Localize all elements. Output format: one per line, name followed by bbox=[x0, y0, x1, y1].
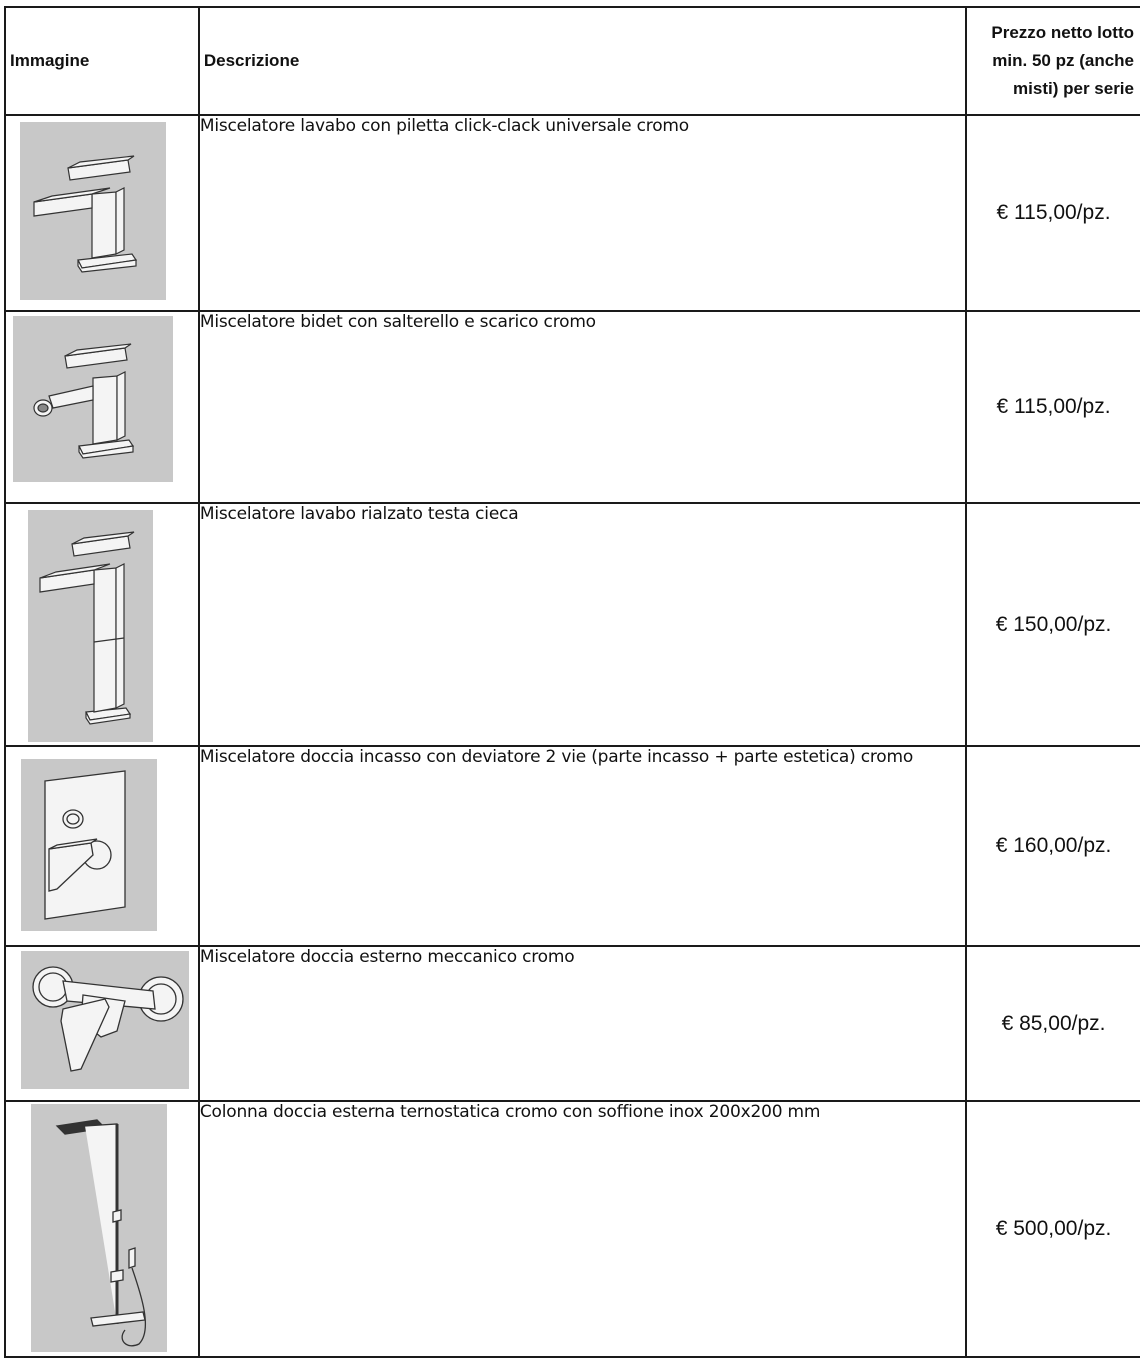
table-row bbox=[5, 1101, 1140, 1357]
product-description: Miscelatore lavabo rialzato testa cieca bbox=[199, 503, 966, 746]
shower-column-icon bbox=[31, 1104, 167, 1352]
header-price-line-2: min. 50 pz (anche bbox=[992, 51, 1134, 70]
product-image-cell bbox=[5, 115, 199, 311]
header-price-line-3: misti) per serie bbox=[1013, 79, 1134, 98]
product-image-cell bbox=[5, 946, 199, 1101]
product-price: € 150,00/pz. bbox=[966, 503, 1140, 746]
product-image-cell bbox=[5, 311, 199, 503]
product-description: Miscelatore bidet con salterello e scarico cromo bbox=[199, 311, 966, 503]
header-description: Descrizione bbox=[199, 7, 966, 115]
header-price-line-1: Prezzo netto lotto bbox=[991, 23, 1134, 42]
concealed-shower-mixer-icon bbox=[21, 759, 157, 931]
product-price: € 115,00/pz. bbox=[966, 115, 1140, 311]
header-price bbox=[966, 7, 1140, 115]
table-row bbox=[5, 503, 1140, 746]
product-price: € 160,00/pz. bbox=[966, 746, 1140, 946]
header-image: Immagine bbox=[5, 7, 199, 115]
product-image-cell bbox=[5, 503, 199, 746]
product-price: € 500,00/pz. bbox=[966, 1101, 1140, 1357]
product-price: € 85,00/pz. bbox=[966, 946, 1140, 1101]
table-row bbox=[5, 746, 1140, 946]
product-image-cell bbox=[5, 746, 199, 946]
product-description: Miscelatore doccia incasso con deviatore 2 vie (parte incasso + parte estetica) cromo bbox=[199, 746, 966, 946]
exposed-shower-mixer-icon bbox=[21, 951, 189, 1089]
price-list-table bbox=[4, 6, 1140, 1358]
product-image-cell bbox=[5, 1101, 199, 1357]
table-row bbox=[5, 115, 1140, 311]
product-description: Miscelatore lavabo con piletta click-clack universale cromo bbox=[199, 115, 966, 311]
table-row bbox=[5, 311, 1140, 503]
bidet-mixer-icon bbox=[13, 316, 173, 482]
product-description: Colonna doccia esterna ternostatica cromo con soffione inox 200x200 mm bbox=[199, 1101, 966, 1357]
product-price: € 115,00/pz. bbox=[966, 311, 1140, 503]
table-row bbox=[5, 946, 1140, 1101]
tall-basin-mixer-icon bbox=[28, 510, 153, 742]
basin-mixer-icon bbox=[20, 122, 166, 300]
table-header-row bbox=[5, 7, 1140, 115]
product-description: Miscelatore doccia esterno meccanico cromo bbox=[199, 946, 966, 1101]
